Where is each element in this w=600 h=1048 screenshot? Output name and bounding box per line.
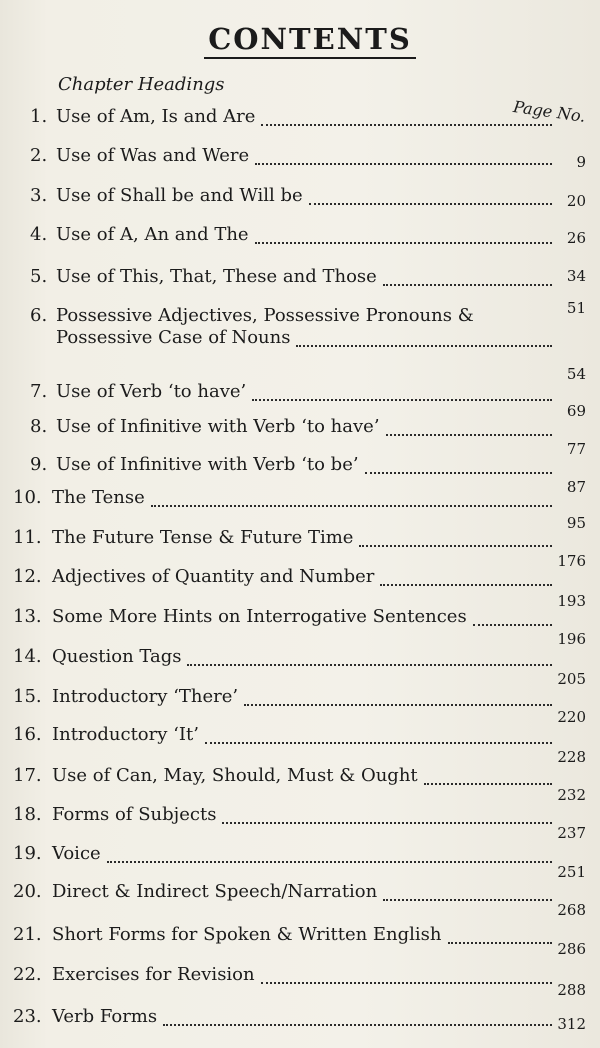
toc-entry bbox=[0, 981, 600, 1046]
chapter-number: 15. bbox=[13, 686, 42, 707]
chapter-title: Forms of Subjects bbox=[52, 804, 217, 825]
chapter-title: Question Tags bbox=[52, 646, 182, 667]
page-number: 34 bbox=[566, 267, 586, 285]
dot-leader bbox=[261, 980, 552, 984]
toc-entry bbox=[0, 708, 600, 764]
dot-leader bbox=[222, 820, 552, 824]
chapter-title: Introductory ‘It’ bbox=[52, 724, 199, 745]
chapter-number: 4. bbox=[30, 224, 48, 245]
page-number: 205 bbox=[557, 670, 586, 688]
chapter-title: The Tense bbox=[52, 487, 145, 508]
chapter-number: 5. bbox=[30, 266, 48, 287]
toc-entry bbox=[0, 514, 600, 567]
page-number: 251 bbox=[557, 863, 586, 881]
dot-leader bbox=[359, 543, 552, 547]
page-number: 26 bbox=[566, 229, 586, 247]
page-number: 288 bbox=[557, 981, 586, 999]
chapter-title: Possessive Adjectives, Possessive Pronouns & bbox=[56, 305, 474, 326]
dot-leader bbox=[380, 582, 552, 586]
toc-entry bbox=[0, 863, 600, 921]
page-number: 312 bbox=[557, 1015, 586, 1033]
page-number: 232 bbox=[557, 786, 586, 804]
page-number: 193 bbox=[557, 592, 586, 610]
chapter-title: Use of Can, May, Should, Must & Ought bbox=[52, 765, 418, 786]
chapter-number: 2. bbox=[30, 145, 48, 166]
page-number: 9 bbox=[576, 153, 586, 171]
chapter-number: 23. bbox=[13, 1006, 42, 1027]
dot-leader bbox=[424, 781, 552, 785]
toc-entry bbox=[0, 824, 600, 883]
chapter-title: Use of This, That, These and Those bbox=[56, 266, 377, 287]
toc-entry bbox=[0, 299, 600, 348]
chapter-number: 16. bbox=[13, 724, 42, 745]
chapter-title: Use of Was and Were bbox=[56, 145, 250, 166]
dot-leader bbox=[163, 1022, 552, 1026]
chapter-number: 3. bbox=[30, 185, 48, 206]
chapter-title: Verb Forms bbox=[52, 1006, 158, 1027]
dot-leader bbox=[187, 662, 552, 666]
toc-entry bbox=[0, 224, 600, 264]
chapter-title: The Future Tense & Future Time bbox=[52, 527, 354, 548]
chapter-title: Use of Am, Is and Are bbox=[56, 106, 256, 127]
chapter-number: 20. bbox=[13, 881, 42, 902]
chapter-title: Exercises for Revision bbox=[52, 964, 255, 985]
page-number-header: Page No. bbox=[512, 97, 587, 126]
chapter-number: 14. bbox=[13, 646, 42, 667]
chapter-number: 7. bbox=[30, 381, 48, 402]
chapter-title: Use of Infinitive with Verb ‘to have’ bbox=[56, 416, 380, 437]
toc-entry bbox=[0, 145, 600, 185]
chapter-title: Adjectives of Quantity and Number bbox=[52, 566, 375, 587]
page-number: 196 bbox=[557, 630, 586, 648]
toc-entry bbox=[0, 592, 600, 646]
dot-leader bbox=[386, 432, 552, 436]
dot-leader bbox=[244, 702, 552, 706]
chapter-title: Use of Verb ‘to have’ bbox=[56, 381, 247, 402]
chapter-number: 13. bbox=[13, 606, 42, 627]
chapter-number: 18. bbox=[13, 804, 42, 825]
chapter-number: 19. bbox=[13, 843, 42, 864]
toc-entry bbox=[0, 901, 600, 964]
dot-leader bbox=[151, 503, 552, 507]
toc-entry bbox=[0, 365, 600, 421]
chapter-number: 17. bbox=[13, 765, 42, 786]
page-number: 51 bbox=[566, 299, 586, 317]
toc-entry bbox=[0, 402, 600, 456]
chapter-number: 1. bbox=[30, 106, 48, 127]
chapter-title: Short Forms for Spoken & Written English bbox=[52, 924, 442, 945]
toc-entry bbox=[0, 478, 600, 527]
dot-leader bbox=[448, 940, 552, 944]
chapter-number: 8. bbox=[30, 416, 48, 437]
toc-entry bbox=[0, 786, 600, 844]
page-number: 237 bbox=[557, 824, 586, 842]
dot-leader bbox=[255, 240, 552, 244]
chapter-title: Use of Infinitive with Verb ‘to be’ bbox=[56, 454, 359, 475]
dot-leader bbox=[473, 622, 552, 626]
chapter-title: Use of Shall be and Will be bbox=[56, 185, 303, 206]
title-text: CONTENTS bbox=[204, 22, 416, 59]
dot-leader bbox=[205, 740, 552, 744]
page-number: 286 bbox=[557, 940, 586, 958]
dot-leader bbox=[252, 397, 552, 401]
page-number: 69 bbox=[566, 402, 586, 420]
dot-leader bbox=[309, 201, 552, 205]
dot-leader bbox=[365, 470, 552, 474]
toc-entry bbox=[0, 940, 600, 1004]
dot-leader bbox=[383, 897, 552, 901]
chapter-number: 12. bbox=[13, 566, 42, 587]
dot-leader bbox=[261, 122, 552, 126]
dot-leader bbox=[296, 343, 552, 347]
toc-entry bbox=[0, 185, 600, 225]
page-number: 20 bbox=[566, 192, 586, 210]
toc-entry bbox=[0, 630, 600, 686]
page-number: 95 bbox=[566, 514, 586, 532]
page-number: 87 bbox=[566, 478, 586, 496]
page-number: 77 bbox=[566, 440, 586, 458]
chapter-number: 6. bbox=[30, 305, 48, 326]
chapter-number: 10. bbox=[13, 487, 42, 508]
chapter-title: Voice bbox=[52, 843, 101, 864]
toc-entry bbox=[0, 106, 600, 146]
toc-entry bbox=[0, 552, 600, 606]
chapter-number: 9. bbox=[30, 454, 48, 475]
chapter-number: 21. bbox=[13, 924, 42, 945]
chapter-title: Introductory ‘There’ bbox=[52, 686, 239, 707]
toc-entry bbox=[0, 748, 600, 805]
chapter-title-continued: Possessive Case of Nouns bbox=[56, 327, 291, 348]
chapter-title: Use of A, An and The bbox=[56, 224, 249, 245]
dot-leader bbox=[383, 282, 552, 286]
chapter-number: 11. bbox=[13, 527, 42, 548]
chapter-number: 22. bbox=[13, 964, 42, 985]
toc-entry bbox=[0, 266, 600, 306]
page-number: 54 bbox=[566, 365, 586, 383]
chapter-title: Direct & Indirect Speech/Narration bbox=[52, 881, 378, 902]
toc-entry bbox=[0, 670, 600, 726]
page-number: 176 bbox=[557, 552, 586, 570]
chapter-headings-label: Chapter Headings bbox=[58, 74, 225, 95]
page-number: 228 bbox=[557, 748, 586, 766]
chapter-title: Some More Hints on Interrogative Sentences bbox=[52, 606, 467, 627]
dot-leader bbox=[107, 859, 552, 863]
dot-leader bbox=[255, 161, 552, 165]
page-number: 220 bbox=[557, 708, 586, 726]
page-number: 268 bbox=[557, 901, 586, 919]
page-title bbox=[0, 22, 600, 59]
